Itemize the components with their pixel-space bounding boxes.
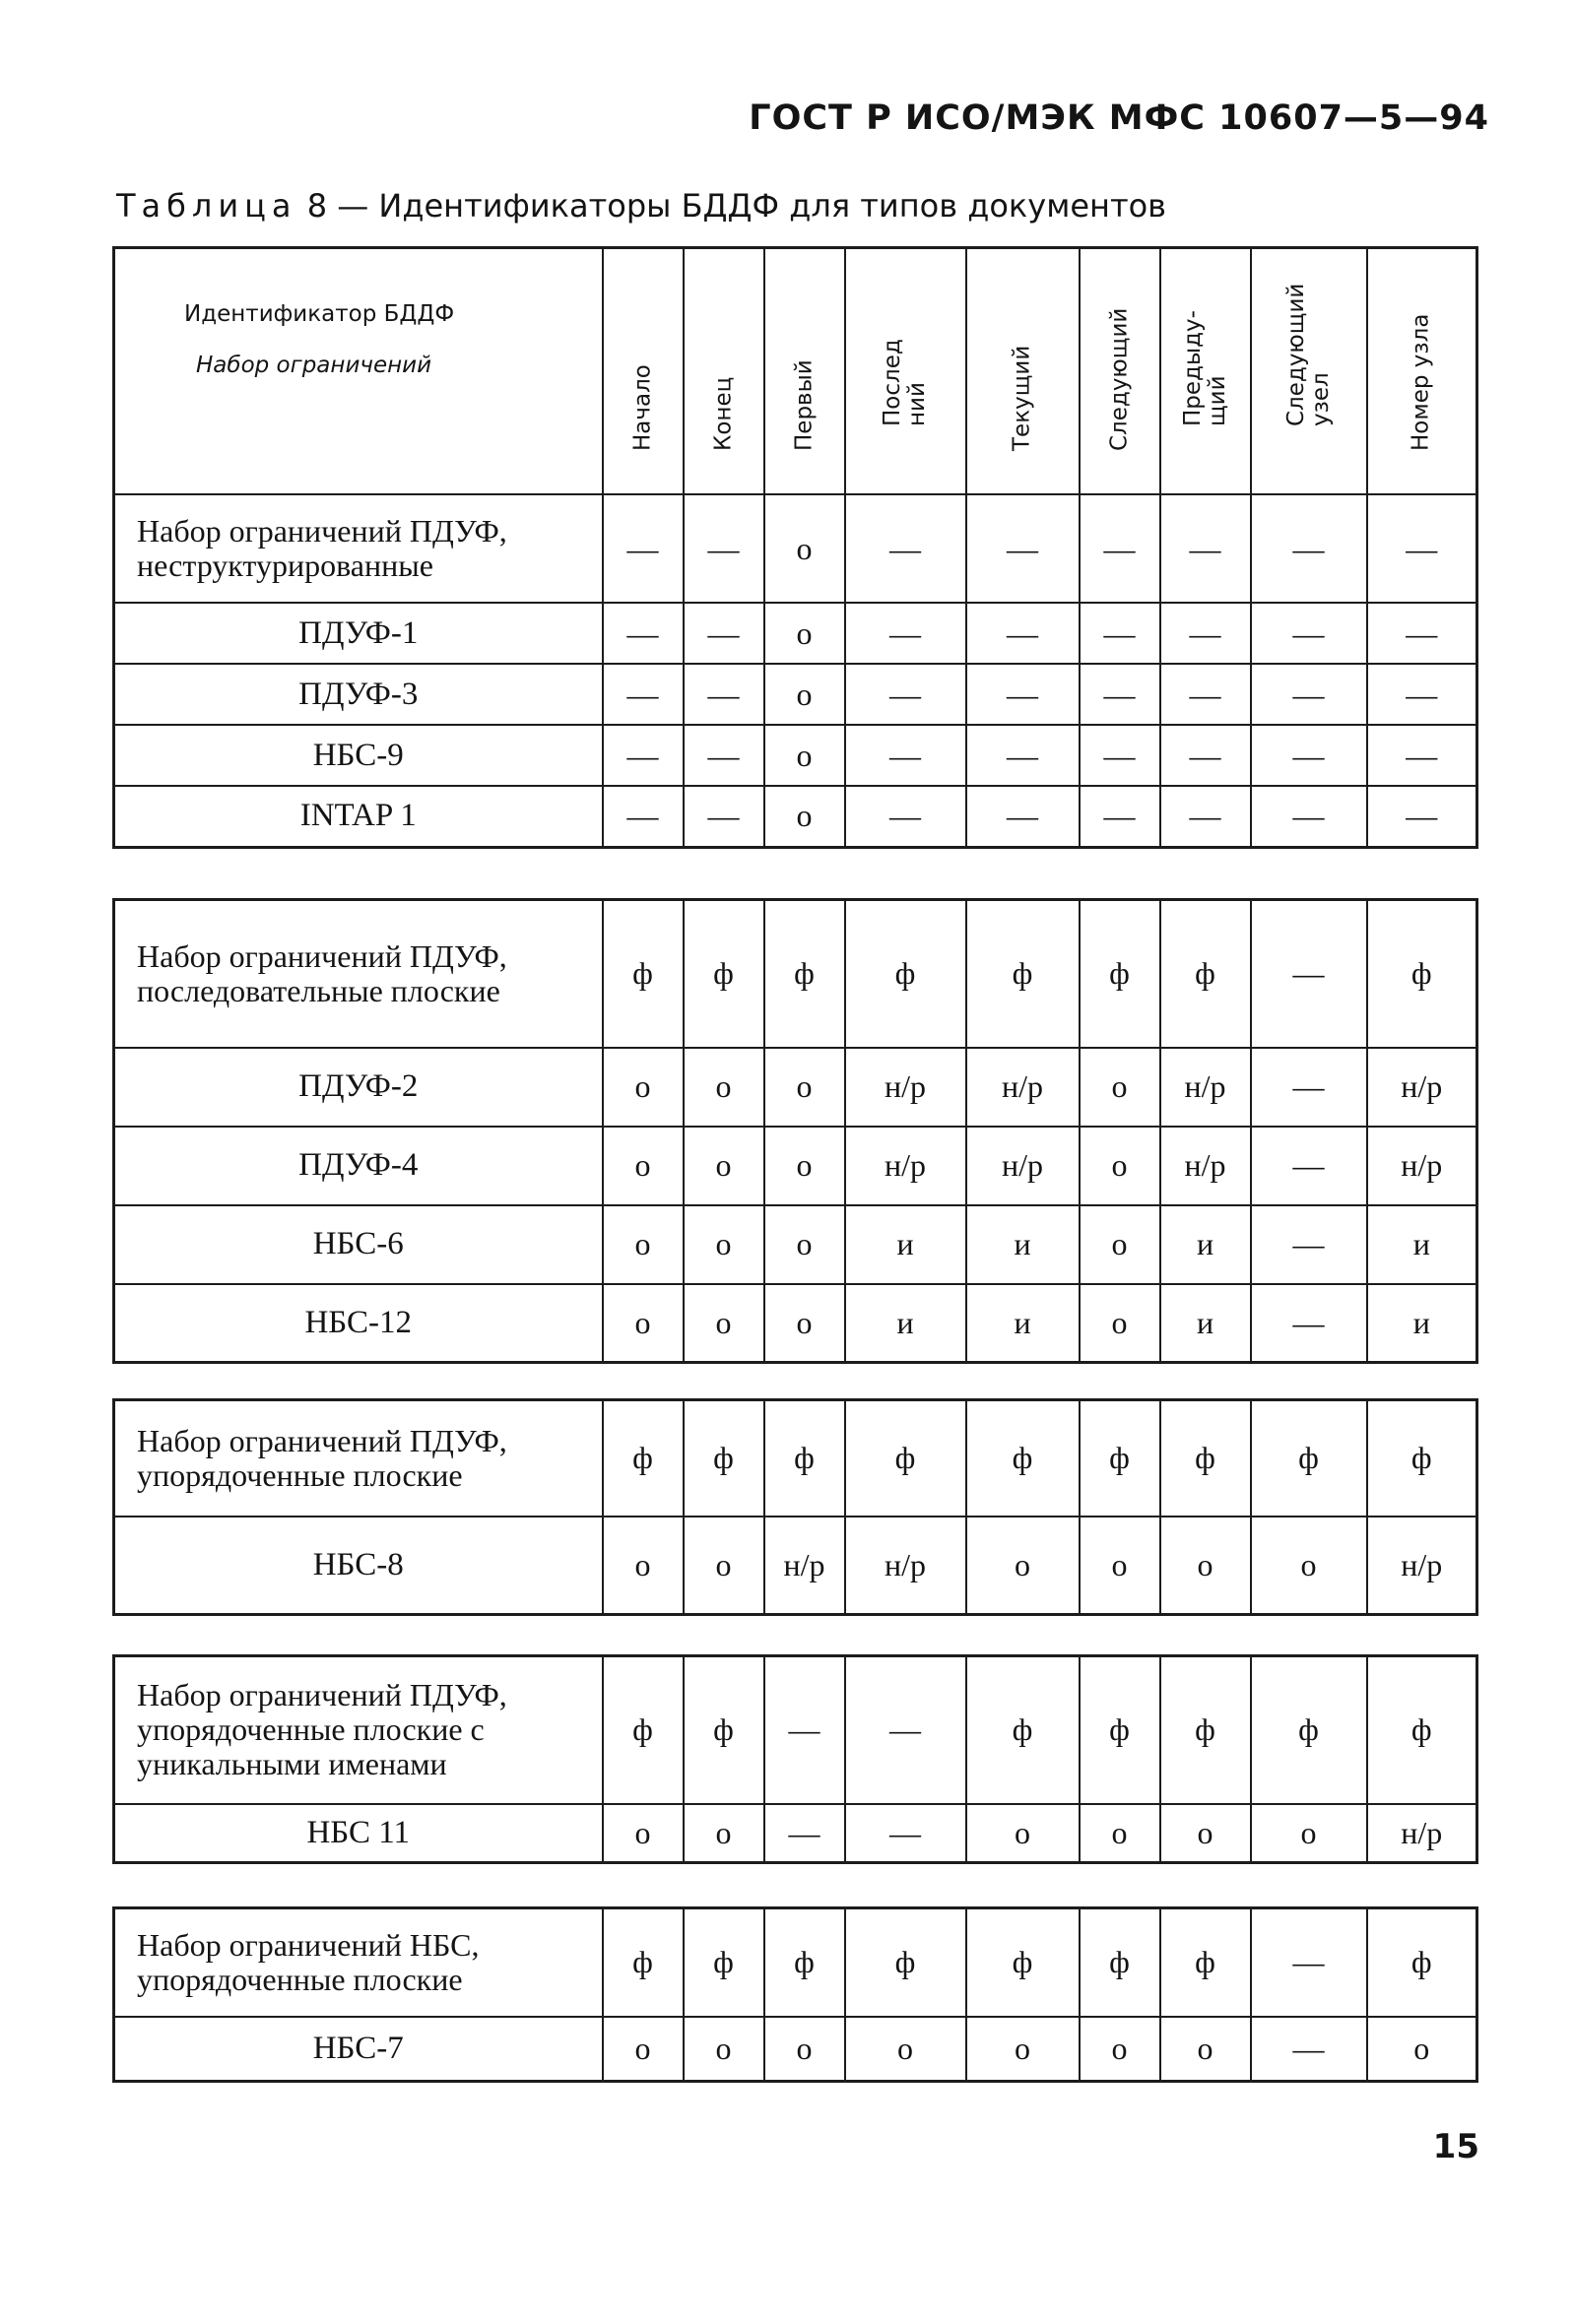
profile-name: НБС 11 bbox=[114, 1804, 603, 1863]
table-row bbox=[114, 1804, 1477, 1863]
restriction-set-title: Набор ограничений ПДУФ, упорядоченные плоские bbox=[114, 1400, 603, 1517]
table-cell: — bbox=[603, 725, 684, 786]
table-cell: ф bbox=[1080, 1400, 1160, 1517]
table-cell: о bbox=[845, 2017, 966, 2082]
table-caption bbox=[116, 187, 1166, 225]
table-cell: — bbox=[966, 664, 1080, 725]
table-row bbox=[114, 1284, 1477, 1363]
table-block-4 bbox=[112, 1654, 1478, 1864]
table-cell: — bbox=[845, 603, 966, 664]
table-cell: — bbox=[684, 664, 764, 725]
table-cell: — bbox=[684, 725, 764, 786]
table-cell: — bbox=[1251, 786, 1367, 847]
profile-name: ПДУФ-1 bbox=[114, 603, 603, 664]
table-cell: — bbox=[1251, 1048, 1367, 1127]
table-cell: о bbox=[684, 1127, 764, 1205]
table-cell: н/р bbox=[1367, 1048, 1477, 1127]
table-cell: о bbox=[603, 1804, 684, 1863]
profile-name: ПДУФ-3 bbox=[114, 664, 603, 725]
table-cell: н/р bbox=[966, 1048, 1080, 1127]
column-header-label: Конец bbox=[710, 376, 736, 451]
table-cell: о bbox=[1080, 2017, 1160, 2082]
table-cell: о bbox=[603, 1284, 684, 1363]
table-cell: — bbox=[1367, 494, 1477, 603]
table-cell: о bbox=[966, 1804, 1080, 1863]
table-cell: о bbox=[1080, 1048, 1160, 1127]
table-cell: о bbox=[1080, 1517, 1160, 1615]
table-cell: н/р bbox=[1160, 1048, 1251, 1127]
column-header-label: Номер узла bbox=[1408, 313, 1434, 451]
table-cell: о bbox=[684, 2017, 764, 2082]
table-cell: о bbox=[764, 1048, 845, 1127]
table-cell: ф bbox=[684, 1908, 764, 2017]
table-cell: — bbox=[966, 725, 1080, 786]
table-cell: — bbox=[966, 603, 1080, 664]
table-cell: ф bbox=[1367, 1656, 1477, 1804]
table-row bbox=[114, 725, 1477, 786]
table-cell: н/р bbox=[1367, 1127, 1477, 1205]
table-row bbox=[114, 1517, 1477, 1615]
table-cell: — bbox=[1251, 603, 1367, 664]
table-cell: о bbox=[764, 725, 845, 786]
table-cell: ф bbox=[1251, 1400, 1367, 1517]
table-cell: ф bbox=[1160, 1908, 1251, 2017]
table-cell: — bbox=[1080, 664, 1160, 725]
profile-name: НБС-12 bbox=[114, 1284, 603, 1363]
table-cell: — bbox=[1160, 494, 1251, 603]
table-cell: — bbox=[603, 494, 684, 603]
table-cell: н/р bbox=[1367, 1804, 1477, 1863]
column-header-label: Текущий bbox=[1009, 345, 1035, 451]
table-cell: ф bbox=[684, 900, 764, 1048]
page-number: 15 bbox=[1432, 2127, 1479, 2166]
table-cell: о bbox=[1251, 1517, 1367, 1615]
table-cell: — bbox=[845, 664, 966, 725]
table-cell: — bbox=[603, 664, 684, 725]
table-cell: — bbox=[1251, 494, 1367, 603]
table-cell: — bbox=[764, 1804, 845, 1863]
column-header bbox=[684, 248, 764, 495]
table-cell: о bbox=[1251, 1804, 1367, 1863]
table-cell: ф bbox=[966, 900, 1080, 1048]
table-cell: ф bbox=[1160, 1400, 1251, 1517]
table-cell: — bbox=[1160, 664, 1251, 725]
column-header-label: Начало bbox=[629, 364, 655, 451]
table-cell: н/р bbox=[1160, 1127, 1251, 1205]
table-cell: о bbox=[1160, 1517, 1251, 1615]
table-cell: — bbox=[684, 603, 764, 664]
table-row bbox=[114, 786, 1477, 847]
table-cell: о bbox=[1367, 2017, 1477, 2082]
table-cell: о bbox=[764, 1284, 845, 1363]
table-row bbox=[114, 664, 1477, 725]
table-cell: о bbox=[684, 1205, 764, 1284]
column-header-label: Следующий bbox=[1106, 307, 1132, 451]
table-cell: — bbox=[1367, 725, 1477, 786]
profile-name: НБС-9 bbox=[114, 725, 603, 786]
table-cell: ф bbox=[684, 1400, 764, 1517]
table-cell: ф bbox=[764, 900, 845, 1048]
table-cell: — bbox=[1251, 2017, 1367, 2082]
table-cell: — bbox=[1160, 603, 1251, 664]
table-cell: — bbox=[603, 603, 684, 664]
column-header bbox=[764, 248, 845, 495]
table-cell: ф bbox=[603, 1400, 684, 1517]
header-restriction-set-label: Набор ограничений bbox=[196, 353, 432, 378]
column-header-label: Предыду- щий bbox=[1179, 310, 1230, 426]
table-cell: — bbox=[684, 786, 764, 847]
table-cell: ф bbox=[764, 1400, 845, 1517]
table-cell: н/р bbox=[764, 1517, 845, 1615]
table-cell: о bbox=[603, 1517, 684, 1615]
restriction-set-title: Набор ограничений ПДУФ, последовательные плоские bbox=[114, 900, 603, 1048]
profile-name: INTAP 1 bbox=[114, 786, 603, 847]
table-caption-text: 8 — Идентификаторы БДДФ для типов документов bbox=[306, 187, 1167, 225]
group-title-row bbox=[114, 900, 1477, 1048]
table-cell: и bbox=[1160, 1284, 1251, 1363]
table-cell: ф bbox=[1080, 900, 1160, 1048]
table-cell: — bbox=[845, 1656, 966, 1804]
table-cell: и bbox=[966, 1284, 1080, 1363]
table-caption-label: Таблица bbox=[116, 187, 297, 225]
column-header bbox=[1367, 248, 1477, 495]
table-cell: ф bbox=[764, 1908, 845, 2017]
table-cell: о bbox=[1160, 2017, 1251, 2082]
profile-name: ПДУФ-4 bbox=[114, 1127, 603, 1205]
table-cell: н/р bbox=[845, 1127, 966, 1205]
restriction-set-title: Набор ограничений ПДУФ, упорядоченные плоские с уникальными именами bbox=[114, 1656, 603, 1804]
column-header bbox=[966, 248, 1080, 495]
table-row bbox=[114, 1048, 1477, 1127]
table-cell: ф bbox=[603, 1656, 684, 1804]
table-cell: — bbox=[603, 786, 684, 847]
table-cell: о bbox=[764, 1205, 845, 1284]
table-header-row bbox=[114, 248, 1477, 495]
table-cell: о bbox=[764, 664, 845, 725]
table-cell: — bbox=[845, 725, 966, 786]
table-cell: о bbox=[684, 1048, 764, 1127]
table-cell: о bbox=[1080, 1284, 1160, 1363]
profile-name: НБС-8 bbox=[114, 1517, 603, 1615]
table-cell: ф bbox=[603, 1908, 684, 2017]
table-cell: ф bbox=[603, 900, 684, 1048]
group-title-row bbox=[114, 1908, 1477, 2017]
table-cell: н/р bbox=[1367, 1517, 1477, 1615]
restriction-set-title: Набор ограничений НБС, упорядоченные плоские bbox=[114, 1908, 603, 2017]
table-block-1 bbox=[112, 246, 1478, 849]
table-cell: ф bbox=[1367, 1400, 1477, 1517]
table-cell: о bbox=[764, 2017, 845, 2082]
table-cell: о bbox=[603, 1127, 684, 1205]
table-cell: о bbox=[684, 1517, 764, 1615]
table-cell: ф bbox=[1160, 900, 1251, 1048]
table-block-2 bbox=[112, 898, 1478, 1364]
column-header-label: Первый bbox=[791, 359, 817, 451]
header-identifier-label: Идентификатор БДДФ bbox=[184, 301, 455, 327]
table-cell: о bbox=[764, 603, 845, 664]
table-cell: — bbox=[1251, 725, 1367, 786]
table-row bbox=[114, 2017, 1477, 2082]
table-cell: ф bbox=[1080, 1908, 1160, 2017]
table-cell: — bbox=[1080, 603, 1160, 664]
table-row bbox=[114, 603, 1477, 664]
profile-name: НБС-7 bbox=[114, 2017, 603, 2082]
column-header bbox=[1251, 248, 1367, 495]
table-cell: о bbox=[764, 494, 845, 603]
column-header bbox=[1160, 248, 1251, 495]
table-cell: ф bbox=[845, 900, 966, 1048]
column-header-label: Послед ний bbox=[880, 339, 930, 426]
table-cell: ф bbox=[1251, 1656, 1367, 1804]
table-cell: ф bbox=[966, 1656, 1080, 1804]
table-cell: н/р bbox=[966, 1127, 1080, 1205]
table-cell: о bbox=[1080, 1804, 1160, 1863]
table-cell: — bbox=[1251, 1127, 1367, 1205]
table-cell: — bbox=[1367, 603, 1477, 664]
table-cell: ф bbox=[684, 1656, 764, 1804]
standard-designation: ГОСТ Р ИСО/МЭК МФС 10607—5—94 bbox=[749, 98, 1489, 138]
table-cell: ф bbox=[1367, 1908, 1477, 2017]
table-cell: ф bbox=[966, 1400, 1080, 1517]
table-cell: — bbox=[1080, 786, 1160, 847]
table-cell: — bbox=[966, 786, 1080, 847]
table-cell: — bbox=[845, 494, 966, 603]
profile-name: ПДУФ-2 bbox=[114, 1048, 603, 1127]
group-title-row bbox=[114, 1656, 1477, 1804]
table-cell: и bbox=[1367, 1205, 1477, 1284]
table-cell: ф bbox=[1367, 900, 1477, 1048]
column-header bbox=[845, 248, 966, 495]
table-cell: ф bbox=[1160, 1656, 1251, 1804]
table-cell: и bbox=[845, 1205, 966, 1284]
table-cell: о bbox=[1080, 1127, 1160, 1205]
group-title-row bbox=[114, 494, 1477, 603]
group-title-row bbox=[114, 1400, 1477, 1517]
table-cell: о bbox=[603, 1048, 684, 1127]
table-cell: — bbox=[966, 494, 1080, 603]
table-row bbox=[114, 1205, 1477, 1284]
table-block-3 bbox=[112, 1398, 1478, 1616]
table-cell: — bbox=[1251, 900, 1367, 1048]
table-cell: ф bbox=[966, 1908, 1080, 2017]
table-cell: ф bbox=[845, 1400, 966, 1517]
table-cell: — bbox=[1080, 725, 1160, 786]
table-row bbox=[114, 1127, 1477, 1205]
table-cell: о bbox=[684, 1284, 764, 1363]
table-cell: — bbox=[845, 786, 966, 847]
column-header bbox=[1080, 248, 1160, 495]
table-cell: — bbox=[1160, 725, 1251, 786]
table-cell: — bbox=[1251, 664, 1367, 725]
table-cell: и bbox=[1160, 1205, 1251, 1284]
table-cell: о bbox=[764, 786, 845, 847]
column-header-label: Следующий узел bbox=[1282, 283, 1334, 426]
table-cell: и bbox=[1367, 1284, 1477, 1363]
table-cell: ф bbox=[1080, 1656, 1160, 1804]
table-cell: — bbox=[1367, 786, 1477, 847]
table-cell: о bbox=[684, 1804, 764, 1863]
table-cell: о bbox=[764, 1127, 845, 1205]
table-cell: н/р bbox=[845, 1517, 966, 1615]
table-cell: — bbox=[1080, 494, 1160, 603]
table-cell: и bbox=[845, 1284, 966, 1363]
column-header bbox=[603, 248, 684, 495]
table-cell: — bbox=[764, 1656, 845, 1804]
table-cell: о bbox=[1080, 1205, 1160, 1284]
table-cell: н/р bbox=[845, 1048, 966, 1127]
table-cell: и bbox=[966, 1205, 1080, 1284]
table-cell: о bbox=[966, 2017, 1080, 2082]
table-cell: — bbox=[1160, 786, 1251, 847]
table-cell: о bbox=[966, 1517, 1080, 1615]
table-cell: о bbox=[603, 2017, 684, 2082]
table-cell: о bbox=[1160, 1804, 1251, 1863]
table-cell: — bbox=[1251, 1205, 1367, 1284]
restriction-set-title: Набор ограничений ПДУФ, неструктурированные bbox=[114, 494, 603, 603]
table-cell: о bbox=[603, 1205, 684, 1284]
table-cell: — bbox=[845, 1804, 966, 1863]
table-cell: — bbox=[1251, 1908, 1367, 2017]
table-cell: — bbox=[1251, 1284, 1367, 1363]
profile-name: НБС-6 bbox=[114, 1205, 603, 1284]
table-cell: — bbox=[684, 494, 764, 603]
table-cell: — bbox=[1367, 664, 1477, 725]
header-left-cell bbox=[114, 248, 603, 495]
table-block-5 bbox=[112, 1906, 1478, 2083]
table-cell: ф bbox=[845, 1908, 966, 2017]
